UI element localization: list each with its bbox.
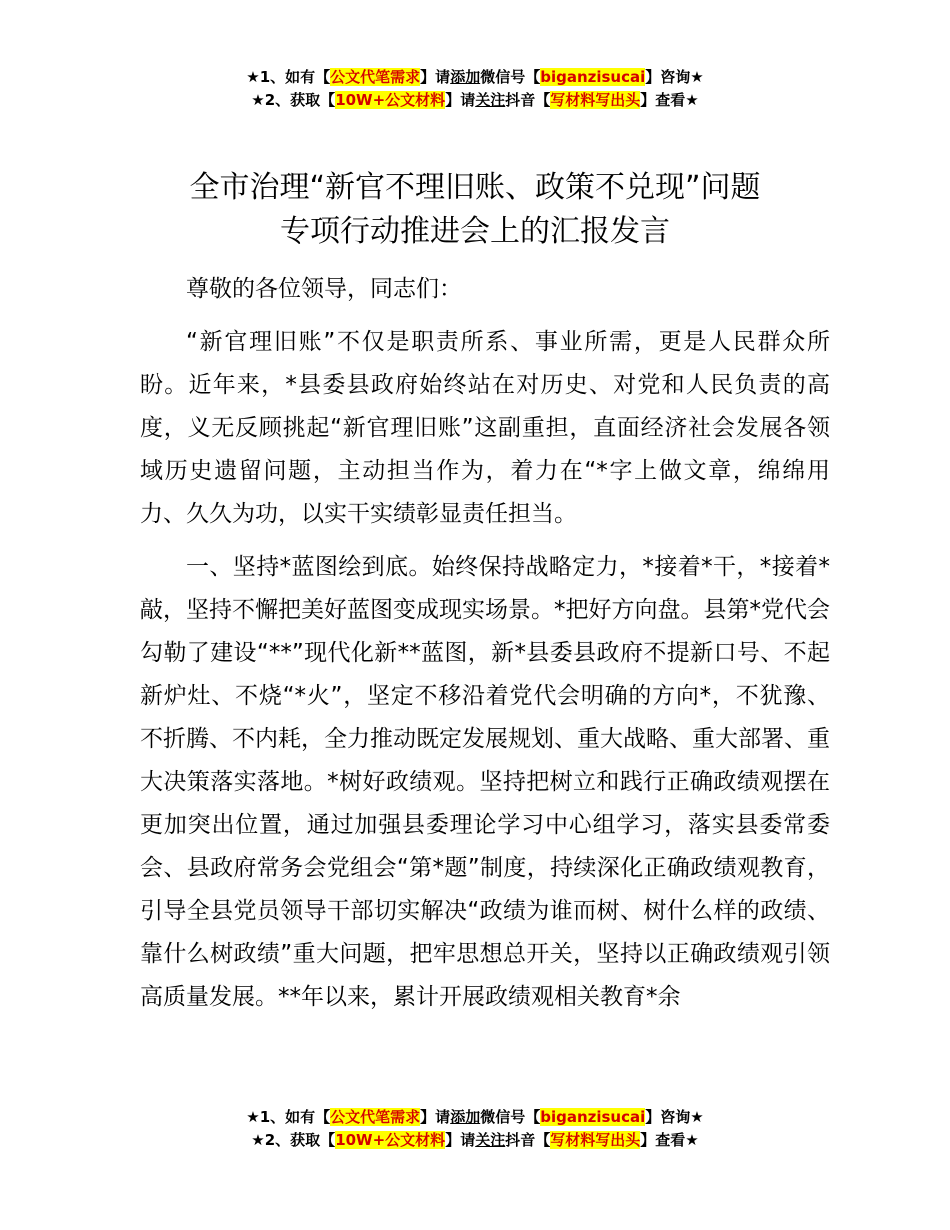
banner-text: 抖音【 — [505, 1131, 551, 1149]
banner-line-1 — [0, 66, 950, 89]
banner-text: 微信号【 — [480, 68, 541, 86]
banner-text: 】咨询★ — [645, 68, 704, 86]
highlight-materials: 10W+公文材料 — [335, 1131, 446, 1149]
highlight-douyin-id: 写材料写出头 — [550, 1131, 641, 1149]
banner-text: 1、如有【 — [259, 1108, 331, 1126]
body-paragraph-1: “新官理旧账”不仅是职责所系、事业所需，更是人民群众所盼。近年来，*县委县政府始终站在对历史、对党和人民负责的高度，义无反顾挑起“新官理旧账”这副重担，直面经济社会发展各领域历史遗留问题，主动担当作为，着力在“*字上做文章，绵绵用力、久久为功，以实干实绩彰显责任担当。 — [140, 329, 830, 527]
highlight-ghostwriting: 公文代笔需求 — [330, 1108, 421, 1126]
star-icon: ★ — [246, 1108, 260, 1126]
top-banner — [0, 66, 950, 112]
banner-text: 】查看★ — [640, 1131, 699, 1149]
banner-text: 2、获取【 — [264, 1131, 336, 1149]
salutation: 尊敬的各位领导，同志们： — [186, 276, 462, 302]
banner-text: 】咨询★ — [645, 1108, 704, 1126]
title-line-2: 专项行动推进会上的汇报发言 — [280, 214, 670, 249]
banner-text: 微信号【 — [480, 1108, 541, 1126]
document-body — [140, 268, 830, 1019]
bottom-banner — [0, 1106, 950, 1152]
banner-line-1 — [0, 1106, 950, 1129]
banner-text-underlined: 关注 — [475, 91, 506, 109]
highlight-wechat-id: biganzisucai — [540, 1108, 646, 1126]
banner-text: 1、如有【 — [259, 68, 331, 86]
star-icon: ★ — [251, 1131, 265, 1149]
body-paragraph-2: 一、坚持*蓝图绘到底。始终保持战略定力，*接着*干，*接着*敲，坚持不懈把美好蓝图变成现实场景。*把好方向盘。县第*党代会勾勒了建设“**”现代化新**蓝图，新*县委县政府不提新口号、不起新炉灶、不烧“*火”，坚定不移沿着党代会明确的方向*，不犹豫、不折腾、不内耗，全力推动既定发展规划、重大战略、重大部署、重大决策落实落地。*树好政绩观。坚持把树立和践行正确政绩观摆在更加突出位置，通过加强县委理论学习中心组学习，落实县委常委会、县政府常务会党组会“第*题”制度，持续深化正确政绩观教育，引导全县党员领导干部切实解决“政绩为谁而树、树什么样的政绩、靠什么树政绩”重大问题，把牢思想总开关，坚持以正确政绩观引领高质量发展。**年以来，累计开展政绩观相关教育*余 — [140, 554, 830, 1010]
star-icon: ★ — [246, 68, 260, 86]
banner-text: 抖音【 — [505, 91, 551, 109]
document-title — [0, 166, 950, 254]
banner-line-2 — [0, 1129, 950, 1152]
banner-text: 】请 — [445, 1131, 476, 1149]
banner-text: 】请 — [445, 91, 476, 109]
highlight-ghostwriting: 公文代笔需求 — [330, 68, 421, 86]
banner-text: 】查看★ — [640, 91, 699, 109]
banner-text: 】请 — [420, 68, 451, 86]
highlight-wechat-id: biganzisucai — [540, 68, 646, 86]
banner-text: 2、获取【 — [264, 91, 336, 109]
highlight-douyin-id: 写材料写出头 — [550, 91, 641, 109]
banner-text: 】请 — [420, 1108, 451, 1126]
star-icon: ★ — [251, 91, 265, 109]
banner-text-underlined: 添加 — [450, 1108, 481, 1126]
highlight-materials: 10W+公文材料 — [335, 91, 446, 109]
title-line-1: 全市治理“新官不理旧账、政策不兑现”问题 — [189, 170, 761, 205]
banner-text-underlined: 关注 — [475, 1131, 506, 1149]
banner-line-2 — [0, 89, 950, 112]
banner-text-underlined: 添加 — [450, 68, 481, 86]
